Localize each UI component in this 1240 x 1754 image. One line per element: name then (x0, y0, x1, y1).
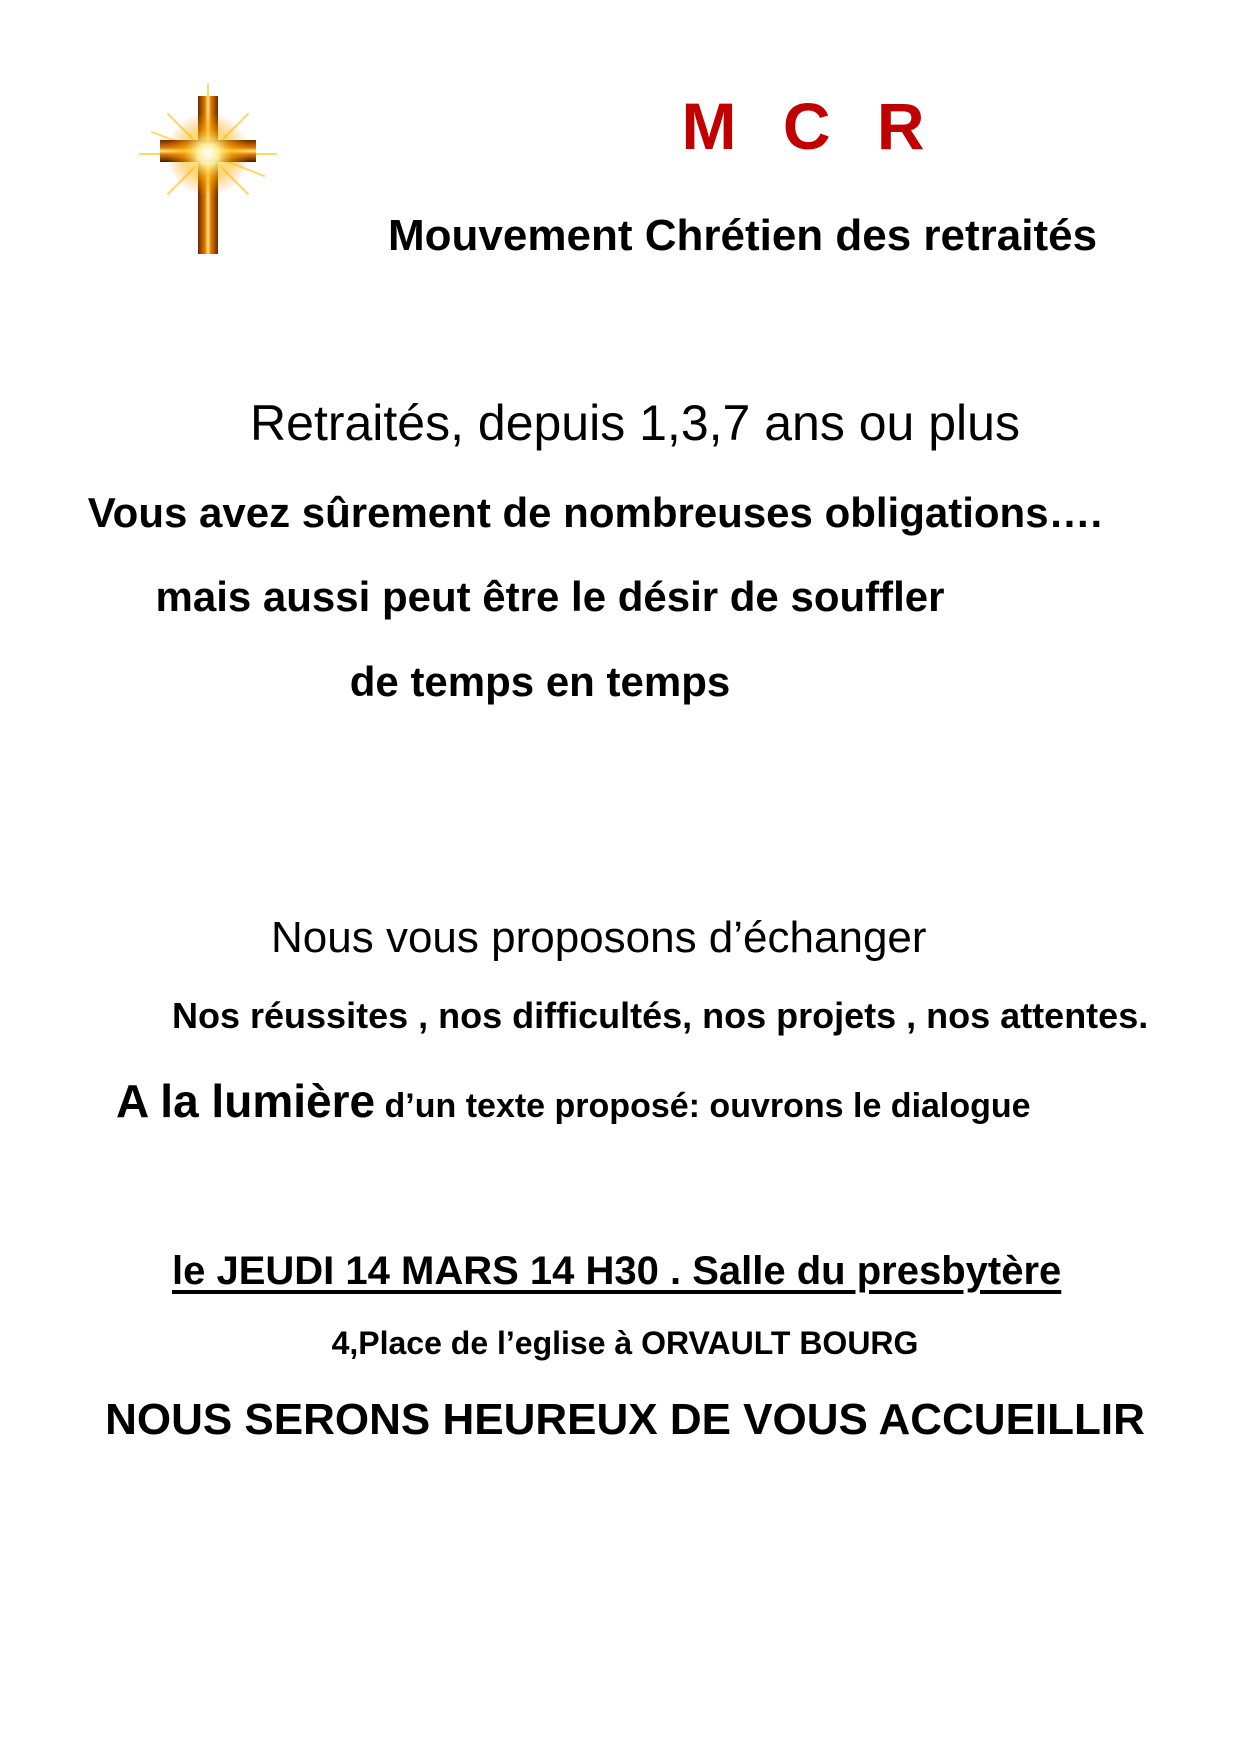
event-address: 4,Place de l’eglise à ORVAULT BOURG (331, 1325, 919, 1361)
proposal-heading: Nous vous proposons d’échanger (271, 913, 927, 962)
intro-souffler: mais aussi peut être le désir de souffler (155, 573, 945, 620)
welcome-message: NOUS SERONS HEUREUX DE VOUS ACCUEILLIR (105, 1395, 1145, 1444)
intro-temps: de temps en temps (349, 658, 731, 705)
intro-retraites: Retraités, depuis 1,3,7 ans ou plus (250, 395, 1020, 451)
organization-name: Mouvement Chrétien des retraités (388, 211, 1098, 260)
intro-obligations: Vous avez sûrement de nombreuses obligations…. (87, 489, 1103, 536)
proposal-dialogue-rest: d’un texte proposé: ouvrons le dialogue (375, 1087, 1031, 1125)
proposal-dialogue-emphasis: A la lumière (116, 1075, 376, 1127)
acronym-title: M C R (681, 89, 939, 163)
proposal-dialogue (116, 1070, 1031, 1144)
proposal-topics: Nos réussites , nos difficultés, nos projets , nos attentes. (172, 995, 1149, 1036)
event-datetime-place: le JEUDI 14 MARS 14 H30 . Salle du presbytère (172, 1249, 1062, 1293)
